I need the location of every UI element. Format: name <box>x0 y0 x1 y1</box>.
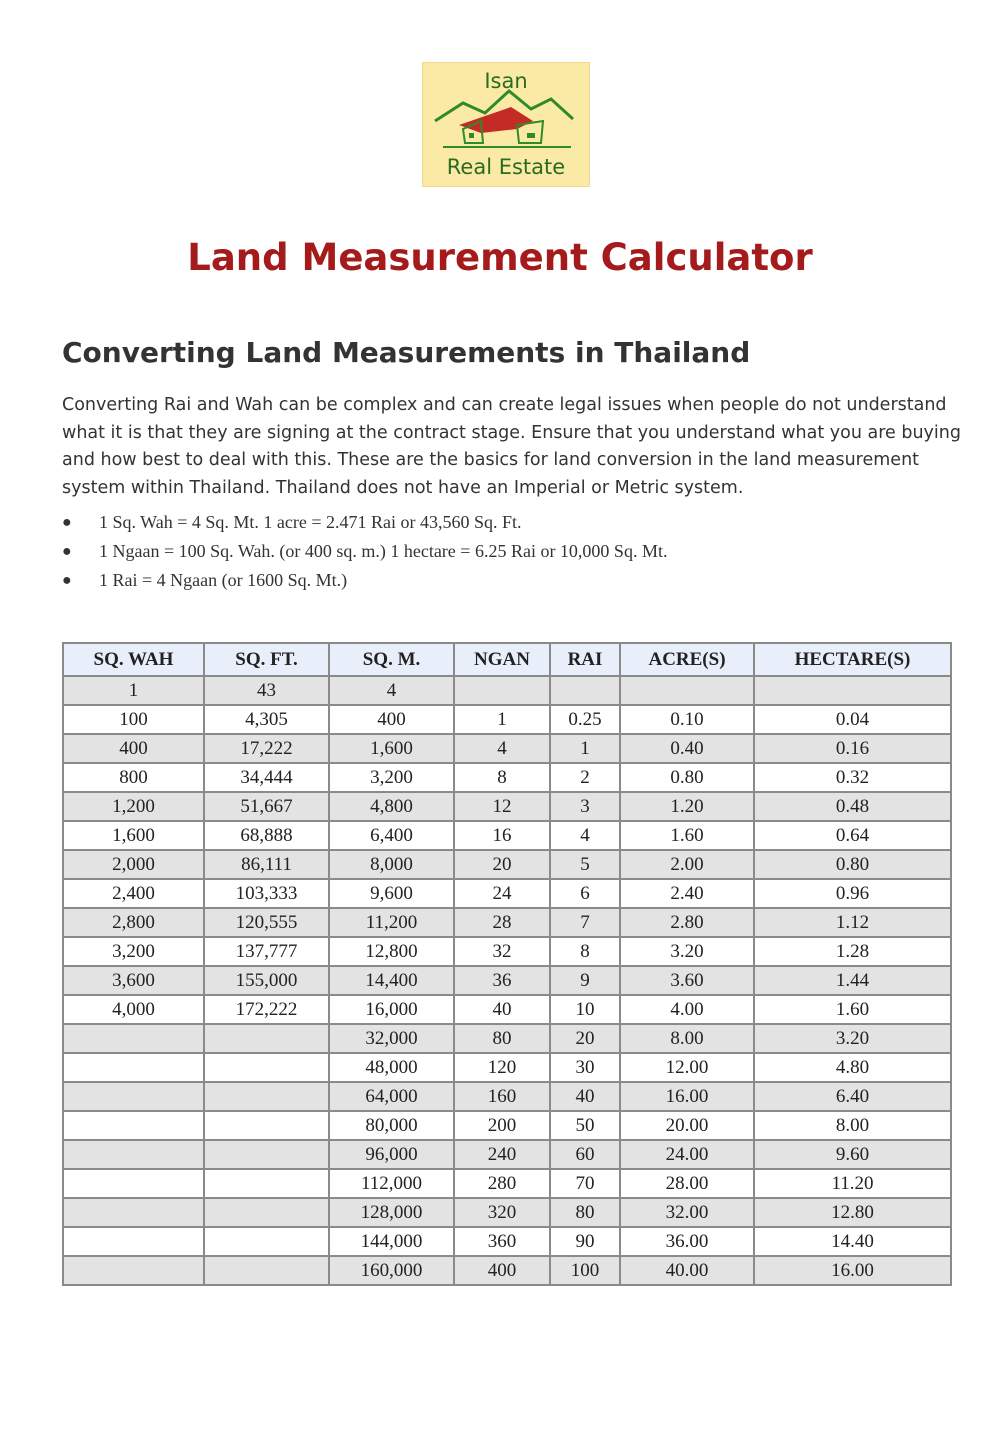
table-cell-hectares: 1.28 <box>754 937 951 966</box>
column-header-acres: ACRE(S) <box>620 643 754 676</box>
table-cell-sq-m: 80,000 <box>329 1111 454 1140</box>
column-header-hectares: HECTARE(S) <box>754 643 951 676</box>
table-cell-rai: 6 <box>550 879 620 908</box>
table-cell-hectares: 16.00 <box>754 1256 951 1285</box>
table-cell-rai: 1 <box>550 734 620 763</box>
bullet-icon: ● <box>62 572 72 589</box>
table-cell-sq-ft <box>204 1140 329 1169</box>
table-cell-hectares: 3.20 <box>754 1024 951 1053</box>
table-cell-sq-m: 16,000 <box>329 995 454 1024</box>
conversion-list <box>62 510 742 597</box>
conversion-table <box>62 642 952 1286</box>
table-cell-sq-m: 144,000 <box>329 1227 454 1256</box>
table-cell-acres: 0.40 <box>620 734 754 763</box>
table-header-row <box>63 643 951 676</box>
table-cell-ngan: 24 <box>454 879 550 908</box>
table-cell-sq-ft: 17,222 <box>204 734 329 763</box>
table-cell-acres: 2.00 <box>620 850 754 879</box>
table-cell-sq-ft <box>204 1256 329 1285</box>
table-cell-acres: 3.60 <box>620 966 754 995</box>
table-cell-hectares: 1.12 <box>754 908 951 937</box>
table-row <box>63 937 951 966</box>
table-cell-rai: 10 <box>550 995 620 1024</box>
table-cell-sq-ft: 51,667 <box>204 792 329 821</box>
table-cell-sq-wah <box>63 1256 204 1285</box>
table-cell-sq-ft: 137,777 <box>204 937 329 966</box>
logo-line1: Isan <box>484 69 528 93</box>
table-cell-sq-ft: 68,888 <box>204 821 329 850</box>
table-cell-rai: 0.25 <box>550 705 620 734</box>
table-cell-sq-ft <box>204 1024 329 1053</box>
table-cell-hectares: 0.16 <box>754 734 951 763</box>
table-cell-ngan: 120 <box>454 1053 550 1082</box>
page-title: Land Measurement Calculator <box>187 236 813 279</box>
table-cell-ngan: 8 <box>454 763 550 792</box>
table-cell-sq-m: 9,600 <box>329 879 454 908</box>
table-cell-sq-ft: 155,000 <box>204 966 329 995</box>
table-cell-sq-ft: 172,222 <box>204 995 329 1024</box>
table-cell-hectares: 6.40 <box>754 1082 951 1111</box>
table-cell-sq-wah <box>63 1082 204 1111</box>
table-cell-acres: 8.00 <box>620 1024 754 1053</box>
table-cell-hectares: 0.48 <box>754 792 951 821</box>
table-cell-hectares: 0.80 <box>754 850 951 879</box>
column-header-ngan: NGAN <box>454 643 550 676</box>
table-cell-sq-m: 14,400 <box>329 966 454 995</box>
table-cell-sq-m: 128,000 <box>329 1198 454 1227</box>
table-cell-rai: 7 <box>550 908 620 937</box>
table-cell-rai: 50 <box>550 1111 620 1140</box>
table-cell-sq-wah: 1,600 <box>63 821 204 850</box>
table-cell-sq-ft: 43 <box>204 676 329 705</box>
table-cell-sq-wah: 1 <box>63 676 204 705</box>
table-cell-sq-ft <box>204 1227 329 1256</box>
table-row <box>63 850 951 879</box>
table-cell-hectares: 1.44 <box>754 966 951 995</box>
table-cell-hectares: 14.40 <box>754 1227 951 1256</box>
table-row <box>63 1198 951 1227</box>
table-cell-sq-wah: 2,800 <box>63 908 204 937</box>
table-row <box>63 1053 951 1082</box>
table-row <box>63 1082 951 1111</box>
table-row <box>63 1140 951 1169</box>
table-cell-sq-wah <box>63 1111 204 1140</box>
table-cell-acres: 12.00 <box>620 1053 754 1082</box>
list-item <box>62 510 742 535</box>
list-item-text: 1 Rai = 4 Ngaan (or 1600 Sq. Mt.) <box>99 570 348 590</box>
table-cell-sq-ft <box>204 1169 329 1198</box>
table-cell-ngan: 40 <box>454 995 550 1024</box>
table-cell-ngan: 32 <box>454 937 550 966</box>
table-cell-hectares <box>754 676 951 705</box>
table-cell-rai: 2 <box>550 763 620 792</box>
table-cell-ngan: 12 <box>454 792 550 821</box>
table-body <box>63 676 951 1285</box>
column-header-rai: RAI <box>550 643 620 676</box>
table-cell-sq-wah: 3,600 <box>63 966 204 995</box>
conversion-table-container <box>62 642 952 1286</box>
table-cell-sq-ft <box>204 1053 329 1082</box>
table-cell-rai: 8 <box>550 937 620 966</box>
table-row <box>63 1169 951 1198</box>
table-cell-rai: 4 <box>550 821 620 850</box>
table-cell-sq-m: 4,800 <box>329 792 454 821</box>
list-item <box>62 568 742 593</box>
table-cell-sq-m: 8,000 <box>329 850 454 879</box>
table-cell-sq-m: 400 <box>329 705 454 734</box>
table-cell-rai <box>550 676 620 705</box>
table-cell-rai: 40 <box>550 1082 620 1111</box>
table-cell-sq-m: 6,400 <box>329 821 454 850</box>
table-cell-sq-wah: 3,200 <box>63 937 204 966</box>
table-cell-sq-ft: 86,111 <box>204 850 329 879</box>
table-cell-sq-wah <box>63 1053 204 1082</box>
column-header-sq-m: SQ. M. <box>329 643 454 676</box>
table-cell-rai: 30 <box>550 1053 620 1082</box>
table-cell-sq-m: 32,000 <box>329 1024 454 1053</box>
table-cell-ngan: 320 <box>454 1198 550 1227</box>
table-cell-sq-wah <box>63 1169 204 1198</box>
list-item <box>62 539 742 564</box>
table-cell-sq-wah <box>63 1140 204 1169</box>
table-cell-acres: 0.80 <box>620 763 754 792</box>
table-row <box>63 792 951 821</box>
table-cell-sq-wah: 800 <box>63 763 204 792</box>
table-cell-sq-wah: 4,000 <box>63 995 204 1024</box>
table-cell-rai: 80 <box>550 1198 620 1227</box>
logo-line2: Real Estate <box>446 155 566 179</box>
table-cell-sq-ft: 120,555 <box>204 908 329 937</box>
table-cell-sq-m: 4 <box>329 676 454 705</box>
table-cell-ngan: 160 <box>454 1082 550 1111</box>
table-cell-sq-m: 12,800 <box>329 937 454 966</box>
table-cell-acres: 1.60 <box>620 821 754 850</box>
table-row <box>63 995 951 1024</box>
table-cell-ngan: 360 <box>454 1227 550 1256</box>
table-cell-ngan: 36 <box>454 966 550 995</box>
table-cell-sq-m: 1,600 <box>329 734 454 763</box>
table-cell-sq-m: 3,200 <box>329 763 454 792</box>
table-cell-sq-m: 11,200 <box>329 908 454 937</box>
table-cell-ngan: 16 <box>454 821 550 850</box>
table-cell-rai: 3 <box>550 792 620 821</box>
table-cell-rai: 100 <box>550 1256 620 1285</box>
column-header-sq-ft: SQ. FT. <box>204 643 329 676</box>
table-cell-rai: 9 <box>550 966 620 995</box>
table-row <box>63 1227 951 1256</box>
table-cell-acres: 3.20 <box>620 937 754 966</box>
table-cell-ngan: 400 <box>454 1256 550 1285</box>
table-cell-rai: 90 <box>550 1227 620 1256</box>
table-cell-ngan: 4 <box>454 734 550 763</box>
table-cell-hectares: 0.32 <box>754 763 951 792</box>
intro-paragraph: Converting Rai and Wah can be complex and can create legal issues when people do not understand what it is that they are signing at the contract stage. Ensure that you understand what you are buying and how best to deal with this. These are the basics for land conversion in the land measurement system within Thailand. Thailand does not have an Imperial or Metric system. <box>62 395 961 498</box>
list-item-text: 1 Ngaan = 100 Sq. Wah. (or 400 sq. m.) 1 hectare = 6.25 Rai or 10,000 Sq. Mt. <box>99 541 668 561</box>
table-row <box>63 1256 951 1285</box>
table-row <box>63 676 951 705</box>
table-cell-ngan: 1 <box>454 705 550 734</box>
table-cell-sq-ft <box>204 1082 329 1111</box>
table-cell-rai: 60 <box>550 1140 620 1169</box>
table-row <box>63 705 951 734</box>
table-cell-sq-m: 96,000 <box>329 1140 454 1169</box>
table-cell-ngan <box>454 676 550 705</box>
table-cell-acres <box>620 676 754 705</box>
table-cell-sq-ft: 103,333 <box>204 879 329 908</box>
table-cell-ngan: 240 <box>454 1140 550 1169</box>
table-cell-sq-wah <box>63 1024 204 1053</box>
column-header-sq-wah: SQ. WAH <box>63 643 204 676</box>
table-cell-hectares: 0.96 <box>754 879 951 908</box>
table-cell-hectares: 12.80 <box>754 1198 951 1227</box>
table-cell-rai: 5 <box>550 850 620 879</box>
table-row <box>63 966 951 995</box>
bullet-icon: ● <box>62 514 72 531</box>
table-cell-acres: 4.00 <box>620 995 754 1024</box>
table-cell-ngan: 80 <box>454 1024 550 1053</box>
table-cell-sq-ft: 4,305 <box>204 705 329 734</box>
table-cell-acres: 40.00 <box>620 1256 754 1285</box>
list-item-text: 1 Sq. Wah = 4 Sq. Mt. 1 acre = 2.471 Rai or 43,560 Sq. Ft. <box>99 512 522 532</box>
table-cell-rai: 70 <box>550 1169 620 1198</box>
table-cell-sq-wah: 2,400 <box>63 879 204 908</box>
table-cell-sq-wah: 2,000 <box>63 850 204 879</box>
table-cell-acres: 28.00 <box>620 1169 754 1198</box>
table-cell-sq-wah: 100 <box>63 705 204 734</box>
section-heading: Converting Land Measurements in Thailand <box>62 336 751 369</box>
table-cell-hectares: 9.60 <box>754 1140 951 1169</box>
table-cell-hectares: 11.20 <box>754 1169 951 1198</box>
bullet-icon: ● <box>62 543 72 560</box>
table-cell-hectares: 8.00 <box>754 1111 951 1140</box>
table-cell-acres: 2.40 <box>620 879 754 908</box>
table-cell-sq-wah <box>63 1227 204 1256</box>
table-cell-ngan: 28 <box>454 908 550 937</box>
table-row <box>63 879 951 908</box>
table-cell-sq-wah <box>63 1198 204 1227</box>
table-cell-acres: 2.80 <box>620 908 754 937</box>
table-cell-ngan: 200 <box>454 1111 550 1140</box>
table-cell-hectares: 1.60 <box>754 995 951 1024</box>
table-row <box>63 821 951 850</box>
table-cell-acres: 1.20 <box>620 792 754 821</box>
table-cell-hectares: 0.64 <box>754 821 951 850</box>
company-logo <box>422 62 590 187</box>
table-cell-acres: 24.00 <box>620 1140 754 1169</box>
table-row <box>63 1111 951 1140</box>
table-cell-acres: 20.00 <box>620 1111 754 1140</box>
table-cell-hectares: 4.80 <box>754 1053 951 1082</box>
table-cell-hectares: 0.04 <box>754 705 951 734</box>
table-cell-acres: 32.00 <box>620 1198 754 1227</box>
table-row <box>63 734 951 763</box>
table-cell-sq-m: 48,000 <box>329 1053 454 1082</box>
table-cell-sq-wah: 1,200 <box>63 792 204 821</box>
table-cell-sq-wah: 400 <box>63 734 204 763</box>
table-cell-sq-m: 64,000 <box>329 1082 454 1111</box>
table-cell-acres: 0.10 <box>620 705 754 734</box>
table-cell-sq-m: 112,000 <box>329 1169 454 1198</box>
table-cell-sq-m: 160,000 <box>329 1256 454 1285</box>
table-cell-ngan: 20 <box>454 850 550 879</box>
table-row <box>63 1024 951 1053</box>
table-row <box>63 908 951 937</box>
table-row <box>63 763 951 792</box>
table-cell-ngan: 280 <box>454 1169 550 1198</box>
table-cell-rai: 20 <box>550 1024 620 1053</box>
table-cell-acres: 16.00 <box>620 1082 754 1111</box>
table-cell-sq-ft <box>204 1198 329 1227</box>
table-cell-acres: 36.00 <box>620 1227 754 1256</box>
table-cell-sq-ft: 34,444 <box>204 763 329 792</box>
table-cell-sq-ft <box>204 1111 329 1140</box>
